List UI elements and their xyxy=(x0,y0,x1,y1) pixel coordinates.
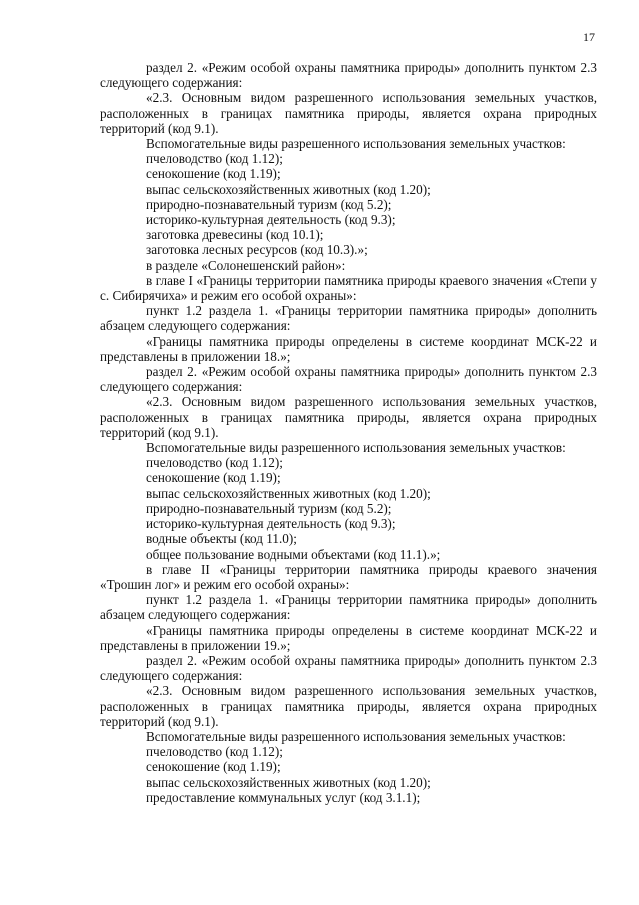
paragraph: в главе I «Границы территории памятника природы краевого значения «Степи у с. Сибирячиха» и режим его особой охраны»: xyxy=(100,272,597,304)
list-item: пчеловодство (код 1.12); xyxy=(146,455,283,471)
list-item: общее пользование водными объектами (код 11.1).»; xyxy=(146,546,441,562)
list-item: сенокошение (код 1.19); xyxy=(146,759,281,775)
list-item: выпас сельскохозяйственных животных (код 1.20); xyxy=(146,485,431,501)
page-number: 17 xyxy=(583,30,595,44)
list-item: историко-культурная деятельность (код 9.3); xyxy=(146,516,396,532)
paragraph: в главе II «Границы территории памятника природы краевого значения «Трошин лог» и режим его особой охраны»: xyxy=(100,561,597,592)
paragraph: пункт 1.2 раздела 1. «Границы территории памятника природы» дополнить абзацем следующего содержания: xyxy=(100,592,597,623)
list-item: природно-познавательный туризм (код 5.2); xyxy=(146,500,392,516)
list-item: сенокошение (код 1.19); xyxy=(146,470,281,486)
document-body xyxy=(100,60,597,805)
paragraph: «2.3. Основным видом разрешенного использования земельных участков, расположенных в границах памятника природы, является охрана природных территорий (код 9.1). xyxy=(100,90,597,136)
list-item: выпас сельскохозяйственных животных (код 1.20); xyxy=(146,181,431,197)
paragraph: раздел 2. «Режим особой охраны памятника природы» дополнить пунктом 2.3 следующего содержания: xyxy=(100,60,597,91)
list-item: заготовка древесины (код 10.1); xyxy=(146,227,324,243)
list-item: историко-культурная деятельность (код 9.3); xyxy=(146,212,396,228)
paragraph: раздел 2. «Режим особой охраны памятника природы» дополнить пунктом 2.3 следующего содержания: xyxy=(100,652,597,684)
paragraph: Вспомогательные виды разрешенного использования земельных участков: xyxy=(146,136,566,152)
list-item: природно-познавательный туризм (код 5.2); xyxy=(146,196,392,212)
list-item: водные объекты (код 11.0); xyxy=(146,531,297,547)
paragraph: «2.3. Основным видом разрешенного использования земельных участков, расположенных в границах памятника природы, является охрана природных территорий (код 9.1). xyxy=(100,394,597,440)
paragraph: «Границы памятника природы определены в системе координат МСК-22 и представлены в приложении 18.»; xyxy=(100,333,597,364)
paragraph: раздел 2. «Режим особой охраны памятника природы» дополнить пунктом 2.3 следующего содержания: xyxy=(100,364,597,395)
list-item: предоставление коммунальных услуг (код 3.1.1); xyxy=(146,789,421,805)
paragraph: «Границы памятника природы определены в системе координат МСК-22 и представлены в приложении 19.»; xyxy=(100,622,597,653)
paragraph: Вспомогательные виды разрешенного использования земельных участков: xyxy=(146,728,566,744)
paragraph: в разделе «Солонешенский район»: xyxy=(146,257,346,273)
list-item: пчеловодство (код 1.12); xyxy=(146,151,283,167)
list-item: пчеловодство (код 1.12); xyxy=(146,744,283,760)
list-item: сенокошение (код 1.19); xyxy=(146,166,281,182)
list-item: заготовка лесных ресурсов (код 10.3).»; xyxy=(146,242,368,258)
paragraph: «2.3. Основным видом разрешенного использования земельных участков, расположенных в границах памятника природы, является охрана природных территорий (код 9.1). xyxy=(100,683,597,729)
paragraph: Вспомогательные виды разрешенного использования земельных участков: xyxy=(146,440,566,456)
list-item: выпас сельскохозяйственных животных (код 1.20); xyxy=(146,774,431,790)
paragraph: пункт 1.2 раздела 1. «Границы территории памятника природы» дополнить абзацем следующего содержания: xyxy=(100,303,597,334)
